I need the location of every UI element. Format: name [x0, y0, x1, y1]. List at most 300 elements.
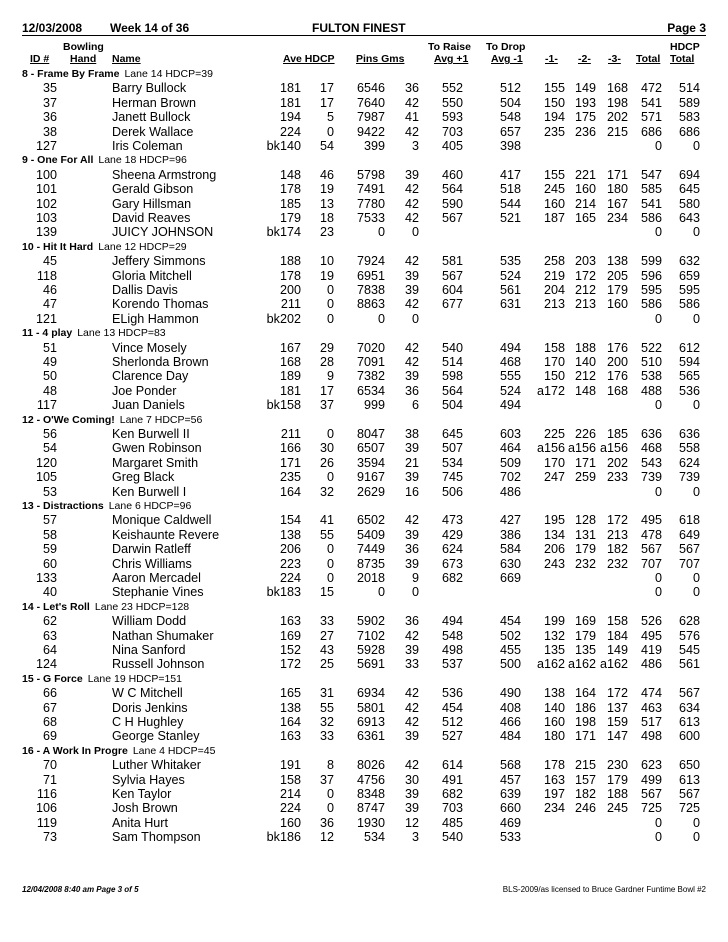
player-row	[0, 456, 728, 470]
player-htotal: 0	[692, 139, 700, 153]
player-g1: 140	[543, 700, 565, 715]
player-pins: 0	[377, 225, 385, 240]
player-g3: 232	[606, 556, 628, 571]
player-hdcp: 41	[319, 513, 334, 528]
player-htotal: 567	[678, 787, 700, 801]
player-pins: 5902	[356, 614, 385, 629]
player-raise: 514	[441, 355, 463, 369]
player-row	[0, 830, 728, 844]
player-gms: 42	[404, 686, 419, 701]
player-name: Gerald Gibson	[112, 182, 194, 197]
player-drop: 521	[499, 211, 521, 225]
player-hdcp: 37	[319, 772, 334, 787]
player-gms: 9	[411, 571, 419, 585]
player-ave: 235	[279, 470, 301, 485]
player-name: Janett Bullock	[112, 110, 191, 125]
player-ave: 166	[279, 441, 301, 456]
player-name: Darwin Ratleff	[112, 542, 191, 557]
player-htotal: 686	[678, 124, 700, 139]
player-name: Vince Mosely	[112, 340, 187, 355]
player-total: 595	[640, 283, 662, 297]
player-g3: 245	[606, 801, 628, 816]
col-bowling: Bowling	[63, 41, 104, 53]
player-row	[0, 168, 728, 182]
player-hdcp: 15	[319, 585, 334, 600]
player-total: 488	[640, 383, 662, 398]
player-hdcp: 0	[326, 556, 334, 571]
player-row	[0, 816, 728, 830]
player-gms: 0	[411, 585, 419, 600]
col-todrop-top: To Drop	[486, 41, 526, 53]
team-header	[0, 153, 728, 167]
player-g2: a162	[567, 657, 596, 672]
player-g2: 160	[574, 182, 596, 197]
player-row	[0, 297, 728, 311]
player-raise: 682	[441, 571, 463, 585]
player-total: 623	[640, 758, 662, 773]
player-drop: 457	[499, 772, 521, 787]
player-ave: 152	[279, 643, 301, 657]
page-header	[22, 21, 706, 35]
player-gms: 16	[404, 484, 419, 499]
player-total: 739	[640, 470, 662, 485]
player-total: 0	[654, 398, 662, 413]
player-hdcp: 55	[319, 700, 334, 715]
player-g3: 179	[606, 772, 628, 787]
team-lane-info: Lane 7 HDCP=56	[119, 413, 203, 426]
player-pins: 4756	[356, 772, 385, 787]
player-hdcp: 0	[326, 427, 334, 441]
player-g1: a162	[536, 657, 565, 672]
player-pins: 399	[363, 139, 385, 153]
player-row	[0, 225, 728, 239]
player-name: Aaron Mercadel	[112, 571, 201, 585]
player-pins: 8047	[356, 427, 385, 441]
player-pins: 6546	[356, 81, 385, 96]
player-raise: 567	[441, 211, 463, 225]
player-pins: 7838	[356, 283, 385, 297]
player-pins: 9167	[356, 470, 385, 485]
player-g1: 155	[543, 81, 565, 96]
player-raise: 540	[441, 340, 463, 355]
player-ave: 164	[279, 715, 301, 729]
player-pins: 1930	[356, 815, 385, 830]
player-ave: 158	[279, 772, 301, 787]
player-g2: 128	[574, 513, 596, 528]
team-lane-info: Lane 14 HDCP=39	[124, 68, 213, 80]
player-raise: 527	[441, 729, 463, 744]
player-name: Sherlonda Brown	[112, 355, 209, 369]
player-total: 526	[640, 614, 662, 629]
player-raise: 460	[441, 167, 463, 182]
player-htotal: 643	[678, 211, 700, 225]
player-drop: 639	[499, 787, 521, 801]
player-raise: 745	[441, 470, 463, 485]
player-g3: 168	[606, 383, 628, 398]
player-ave: bk140	[266, 139, 301, 153]
player-hdcp: 32	[319, 484, 334, 499]
player-name: Doris Jenkins	[112, 700, 188, 715]
player-hdcp: 0	[326, 311, 334, 326]
player-ave: 165	[279, 686, 301, 701]
player-hdcp: 54	[319, 139, 334, 153]
player-ave: 167	[279, 340, 301, 355]
player-row	[0, 125, 728, 139]
player-gms: 42	[404, 95, 419, 110]
player-drop: 533	[499, 830, 521, 845]
player-hdcp: 28	[319, 355, 334, 369]
player-total: 599	[640, 254, 662, 269]
player-drop: 657	[499, 124, 521, 139]
player-row	[0, 283, 728, 297]
player-name: Nina Sanford	[112, 643, 186, 657]
player-g3: 171	[606, 167, 628, 182]
player-ave: 154	[279, 513, 301, 528]
player-drop: 702	[499, 470, 521, 485]
player-total: 495	[640, 513, 662, 528]
player-total: 725	[640, 801, 662, 816]
player-name: JUICY JOHNSON	[112, 225, 214, 240]
player-raise: 536	[441, 686, 463, 701]
team-header	[0, 413, 728, 427]
col-toraise-top: To Raise	[428, 41, 471, 53]
player-g2: 179	[574, 628, 596, 643]
player-id: 70	[42, 758, 57, 773]
player-total: 571	[640, 110, 662, 125]
player-total: 0	[654, 484, 662, 499]
player-row	[0, 571, 728, 585]
player-htotal: 649	[678, 527, 700, 542]
player-g1: 197	[543, 787, 565, 801]
player-ave: 164	[279, 484, 301, 499]
player-id: 133	[35, 571, 57, 585]
player-g1: 204	[543, 283, 565, 297]
player-drop: 568	[499, 758, 521, 773]
player-id: 49	[42, 355, 57, 369]
player-g1: 235	[543, 124, 565, 139]
player-g1: 160	[543, 715, 565, 729]
player-total: 586	[640, 297, 662, 312]
player-g2: 171	[574, 455, 596, 470]
player-pins: 6361	[356, 729, 385, 744]
player-id: 45	[42, 254, 57, 269]
player-g2: 212	[574, 369, 596, 384]
player-htotal: 636	[678, 427, 700, 441]
player-ave: 181	[279, 95, 301, 110]
player-raise: 498	[441, 643, 463, 657]
player-g3: 185	[606, 427, 628, 441]
player-htotal: 0	[692, 815, 700, 830]
col-toraise: Avg +1	[434, 53, 469, 65]
player-gms: 42	[404, 700, 419, 715]
player-name: Gloria Mitchell	[112, 268, 192, 283]
player-row	[0, 355, 728, 369]
player-hdcp: 0	[326, 470, 334, 485]
player-gms: 39	[404, 729, 419, 744]
player-total: 586	[640, 211, 662, 225]
player-hdcp: 0	[326, 801, 334, 816]
player-hdcp: 29	[319, 340, 334, 355]
player-g1: 247	[543, 470, 565, 485]
player-total: 567	[640, 787, 662, 801]
player-ave: bk174	[266, 225, 301, 240]
player-g2: 172	[574, 268, 596, 283]
player-htotal: 0	[692, 484, 700, 499]
player-g2: 179	[574, 542, 596, 557]
player-drop: 548	[499, 110, 521, 125]
player-gms: 38	[404, 427, 419, 441]
player-g2: 149	[574, 81, 596, 96]
player-g3: 172	[606, 686, 628, 701]
team-name: 11 - 4 play	[22, 327, 73, 340]
team-header	[0, 744, 728, 758]
player-pins: 6913	[356, 715, 385, 729]
player-g3: 234	[606, 211, 628, 225]
player-pins: 5928	[356, 643, 385, 657]
player-ave: 211	[280, 297, 301, 312]
player-row	[0, 312, 728, 326]
team-lane-info: Lane 19 HDCP=151	[87, 672, 182, 685]
player-ave: 191	[279, 758, 301, 773]
player-g1: 134	[543, 527, 565, 542]
team-name: 16 - A Work In Progre	[22, 744, 128, 757]
player-hdcp: 13	[319, 196, 334, 211]
player-pins: 7780	[356, 196, 385, 211]
player-g3: 176	[606, 340, 628, 355]
player-pins: 7102	[356, 628, 385, 643]
player-name: Herman Brown	[112, 95, 196, 110]
player-htotal: 612	[678, 340, 700, 355]
player-ave: 189	[279, 369, 301, 384]
player-total: 0	[654, 830, 662, 845]
player-drop: 631	[499, 297, 521, 312]
player-drop: 603	[499, 427, 521, 441]
player-pins: 0	[377, 585, 385, 600]
player-raise: 473	[441, 513, 463, 528]
player-htotal: 725	[678, 801, 700, 816]
player-g2: 203	[574, 254, 596, 269]
player-pins: 5691	[356, 657, 385, 672]
player-id: 51	[42, 340, 57, 355]
team-header	[0, 672, 728, 686]
player-g2: 246	[574, 801, 596, 816]
player-g1: 138	[543, 686, 565, 701]
player-raise: 507	[441, 441, 463, 456]
player-g1: 258	[543, 254, 565, 269]
player-htotal: 0	[692, 571, 700, 585]
player-raise: 703	[441, 801, 463, 816]
player-hdcp: 55	[319, 527, 334, 542]
player-id: 124	[35, 657, 57, 672]
player-row	[0, 801, 728, 815]
player-htotal: 580	[678, 196, 700, 211]
player-htotal: 0	[692, 311, 700, 326]
player-name: C H Hughley	[112, 715, 184, 729]
player-gms: 36	[404, 81, 419, 96]
player-g2: 213	[574, 297, 596, 312]
player-gms: 0	[411, 225, 419, 240]
player-name: Clarence Day	[112, 369, 189, 384]
player-row	[0, 773, 728, 787]
player-g1: 155	[543, 167, 565, 182]
player-name: Nathan Shumaker	[112, 628, 214, 643]
player-hdcp: 0	[326, 787, 334, 801]
player-g3: 180	[606, 182, 628, 197]
player-drop: 455	[499, 643, 521, 657]
player-ave: 148	[279, 167, 301, 182]
player-g1: 243	[543, 556, 565, 571]
player-htotal: 613	[678, 715, 700, 729]
page-number: Page 3	[667, 21, 706, 35]
player-ave: 188	[279, 254, 301, 269]
player-total: 0	[654, 585, 662, 600]
player-ave: 211	[280, 427, 301, 441]
player-htotal: 739	[678, 470, 700, 485]
player-id: 46	[42, 283, 57, 297]
player-row	[0, 557, 728, 571]
col-todrop: Avg -1	[491, 53, 523, 65]
player-gms: 3	[411, 830, 419, 845]
player-row	[0, 110, 728, 124]
player-name: Gary Hillsman	[112, 196, 192, 211]
player-name: Stephanie Vines	[112, 585, 204, 600]
player-name: Sam Thompson	[112, 830, 201, 845]
player-g3: 213	[606, 527, 628, 542]
player-drop: 630	[499, 556, 521, 571]
player-total: 547	[640, 167, 662, 182]
player-g1: 160	[543, 196, 565, 211]
player-g1: 180	[543, 729, 565, 744]
player-id: 69	[42, 729, 57, 744]
player-drop: 669	[499, 571, 521, 585]
team-header	[0, 240, 728, 254]
player-g2: 193	[574, 95, 596, 110]
player-id: 67	[42, 700, 57, 715]
player-htotal: 0	[692, 225, 700, 240]
player-ave: 172	[279, 657, 301, 672]
player-ave: bk158	[266, 398, 301, 413]
player-hdcp: 17	[319, 81, 334, 96]
player-pins: 0	[377, 311, 385, 326]
player-hdcp: 31	[319, 686, 334, 701]
player-total: 686	[640, 124, 662, 139]
player-name: Keishaunte Revere	[112, 527, 220, 542]
player-gms: 42	[404, 124, 419, 139]
player-total: 0	[654, 571, 662, 585]
player-ave: 200	[279, 283, 301, 297]
player-id: 38	[42, 124, 57, 139]
player-raise: 540	[441, 830, 463, 845]
player-pins: 3594	[356, 455, 385, 470]
player-g1: 234	[543, 801, 565, 816]
player-pins: 7924	[356, 254, 385, 269]
player-pins: 5409	[356, 527, 385, 542]
player-name: William Dodd	[112, 614, 187, 629]
player-hdcp: 26	[319, 455, 334, 470]
player-gms: 39	[404, 801, 419, 816]
player-ave: bk202	[266, 311, 301, 326]
player-drop: 398	[499, 139, 521, 153]
player-g3: 172	[606, 513, 628, 528]
player-htotal: 586	[678, 297, 700, 312]
player-id: 63	[42, 628, 57, 643]
player-htotal: 576	[678, 628, 700, 643]
player-raise: 550	[441, 95, 463, 110]
player-name: Derek Wallace	[112, 124, 194, 139]
player-row	[0, 470, 728, 484]
player-row	[0, 643, 728, 657]
player-g3: 188	[606, 787, 628, 801]
player-htotal: 589	[678, 95, 700, 110]
player-total: 567	[640, 542, 662, 557]
player-pins: 8735	[356, 556, 385, 571]
player-hdcp: 37	[319, 398, 334, 413]
player-ave: 179	[279, 211, 301, 225]
player-raise: 405	[441, 139, 463, 153]
player-pins: 6534	[356, 383, 385, 398]
player-htotal: 628	[678, 614, 700, 629]
player-pins: 7382	[356, 369, 385, 384]
player-total: 474	[640, 686, 662, 701]
player-htotal: 0	[692, 830, 700, 845]
player-name: Ken Burwell I	[112, 484, 187, 499]
player-pins: 7533	[356, 211, 385, 225]
player-name: Joe Ponder	[112, 383, 177, 398]
player-pins: 6507	[356, 441, 385, 456]
player-gms: 0	[411, 311, 419, 326]
player-id: 54	[42, 441, 57, 456]
player-row	[0, 254, 728, 268]
player-g3: 202	[606, 110, 628, 125]
player-pins: 8348	[356, 787, 385, 801]
player-g2: 175	[574, 110, 596, 125]
player-pins: 2018	[356, 571, 385, 585]
player-g3: 149	[606, 643, 628, 657]
team-header	[0, 67, 728, 81]
player-gms: 42	[404, 513, 419, 528]
player-gms: 39	[404, 643, 419, 657]
player-id: 139	[35, 225, 57, 240]
player-pins: 7091	[356, 355, 385, 369]
player-hdcp: 43	[319, 643, 334, 657]
player-row	[0, 211, 728, 225]
player-gms: 39	[404, 268, 419, 283]
col-game2: -2-	[578, 53, 591, 65]
player-raise: 494	[441, 614, 463, 629]
player-gms: 33	[404, 657, 419, 672]
player-htotal: 659	[678, 268, 700, 283]
player-name: Iris Coleman	[112, 139, 183, 153]
player-g1: 150	[543, 95, 565, 110]
player-raise: 614	[441, 758, 463, 773]
player-hdcp: 32	[319, 715, 334, 729]
player-hdcp: 0	[326, 283, 334, 297]
player-name: ELigh Hammon	[112, 311, 199, 326]
player-g2: 157	[574, 772, 596, 787]
player-raise: 548	[441, 628, 463, 643]
player-total: 636	[640, 427, 662, 441]
player-id: 71	[42, 772, 57, 787]
player-drop: 535	[499, 254, 521, 269]
col-avehdcp: Ave HDCP	[283, 53, 335, 65]
player-gms: 39	[404, 787, 419, 801]
player-gms: 42	[404, 628, 419, 643]
player-raise: 512	[441, 715, 463, 729]
player-g3: 147	[606, 729, 628, 744]
player-id: 101	[35, 182, 57, 197]
player-name: Josh Brown	[112, 801, 178, 816]
player-drop: 427	[499, 513, 521, 528]
